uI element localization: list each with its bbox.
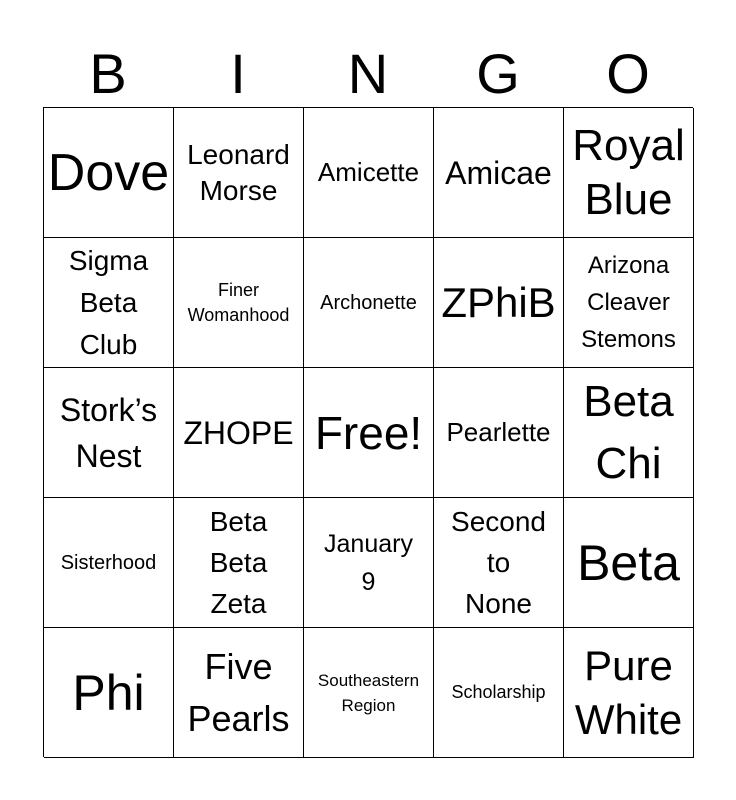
- cell-text: Royal Blue: [572, 120, 685, 224]
- bingo-cell-1-5[interactable]: [564, 108, 694, 238]
- cell-text: Beta Chi: [583, 376, 674, 488]
- cell-text: Finer Womanhood: [187, 279, 290, 325]
- cell-text: ZHOPE: [183, 414, 294, 451]
- header-letter-b: B: [89, 42, 127, 105]
- cell-text: Southeastern Region: [317, 670, 420, 715]
- bingo-cell-4-5[interactable]: [564, 498, 694, 628]
- bingo-cell-5-1[interactable]: [44, 628, 174, 758]
- bingo-cell-4-2[interactable]: [174, 498, 304, 628]
- cell-text: Second to None: [451, 506, 546, 619]
- cell-text: Beta: [577, 534, 680, 591]
- header-letter-g: G: [476, 42, 520, 105]
- bingo-cell-5-2[interactable]: [174, 628, 304, 758]
- bingo-cell-4-3[interactable]: [304, 498, 434, 628]
- cell-text: Archonette: [320, 291, 417, 314]
- cell-text: Pearlette: [446, 417, 551, 447]
- cell-text: Scholarship: [451, 682, 546, 702]
- cell-text: ZPhiB: [441, 278, 556, 326]
- bingo-cell-2-3[interactable]: [304, 238, 434, 368]
- cell-text: Beta Beta Zeta: [209, 506, 268, 619]
- header-letter-i: I: [230, 42, 246, 105]
- bingo-cell-3-5[interactable]: [564, 368, 694, 498]
- cell-text: Dove: [47, 143, 170, 202]
- bingo-cell-5-3[interactable]: [304, 628, 434, 758]
- bingo-cell-4-1[interactable]: [44, 498, 174, 628]
- cell-text: Free!: [314, 406, 423, 459]
- bingo-cell-1-1[interactable]: [44, 108, 174, 238]
- cell-text: Pure White: [574, 641, 683, 743]
- header-letter-o: O: [606, 42, 650, 105]
- bingo-cell-5-4[interactable]: [434, 628, 564, 758]
- cell-text: Amicae: [445, 154, 552, 191]
- cell-text: Sisterhood: [60, 551, 157, 574]
- bingo-cell-1-4[interactable]: [434, 108, 564, 238]
- cell-text: Stork’s Nest: [59, 391, 158, 474]
- bingo-cell-1-3[interactable]: [304, 108, 434, 238]
- bingo-cell-2-5[interactable]: [564, 238, 694, 368]
- cell-text: Amicette: [317, 157, 420, 187]
- bingo-cell-2-2[interactable]: [174, 238, 304, 368]
- bingo-cell-1-2[interactable]: [174, 108, 304, 238]
- bingo-cell-3-1[interactable]: [44, 368, 174, 498]
- cell-text: Five Pearls: [187, 645, 290, 739]
- bingo-cell-4-4[interactable]: [434, 498, 564, 628]
- bingo-cell-5-5[interactable]: [564, 628, 694, 758]
- cell-text: Arizona Cleaver Stemons: [581, 252, 676, 353]
- cell-text: January 9: [324, 529, 413, 596]
- bingo-header: [43, 40, 693, 108]
- bingo-cell-3-2[interactable]: [174, 368, 304, 498]
- cell-text: Phi: [72, 664, 145, 721]
- bingo-cell-3-3[interactable]: [304, 368, 434, 498]
- bingo-cell-3-4[interactable]: [434, 368, 564, 498]
- bingo-cell-2-4[interactable]: [434, 238, 564, 368]
- cell-text: Sigma Beta Club: [68, 244, 149, 360]
- cell-text: Leonard Morse: [187, 138, 290, 206]
- header-letter-n: N: [347, 42, 389, 105]
- bingo-cell-2-1[interactable]: [44, 238, 174, 368]
- bingo-grid: [43, 107, 693, 757]
